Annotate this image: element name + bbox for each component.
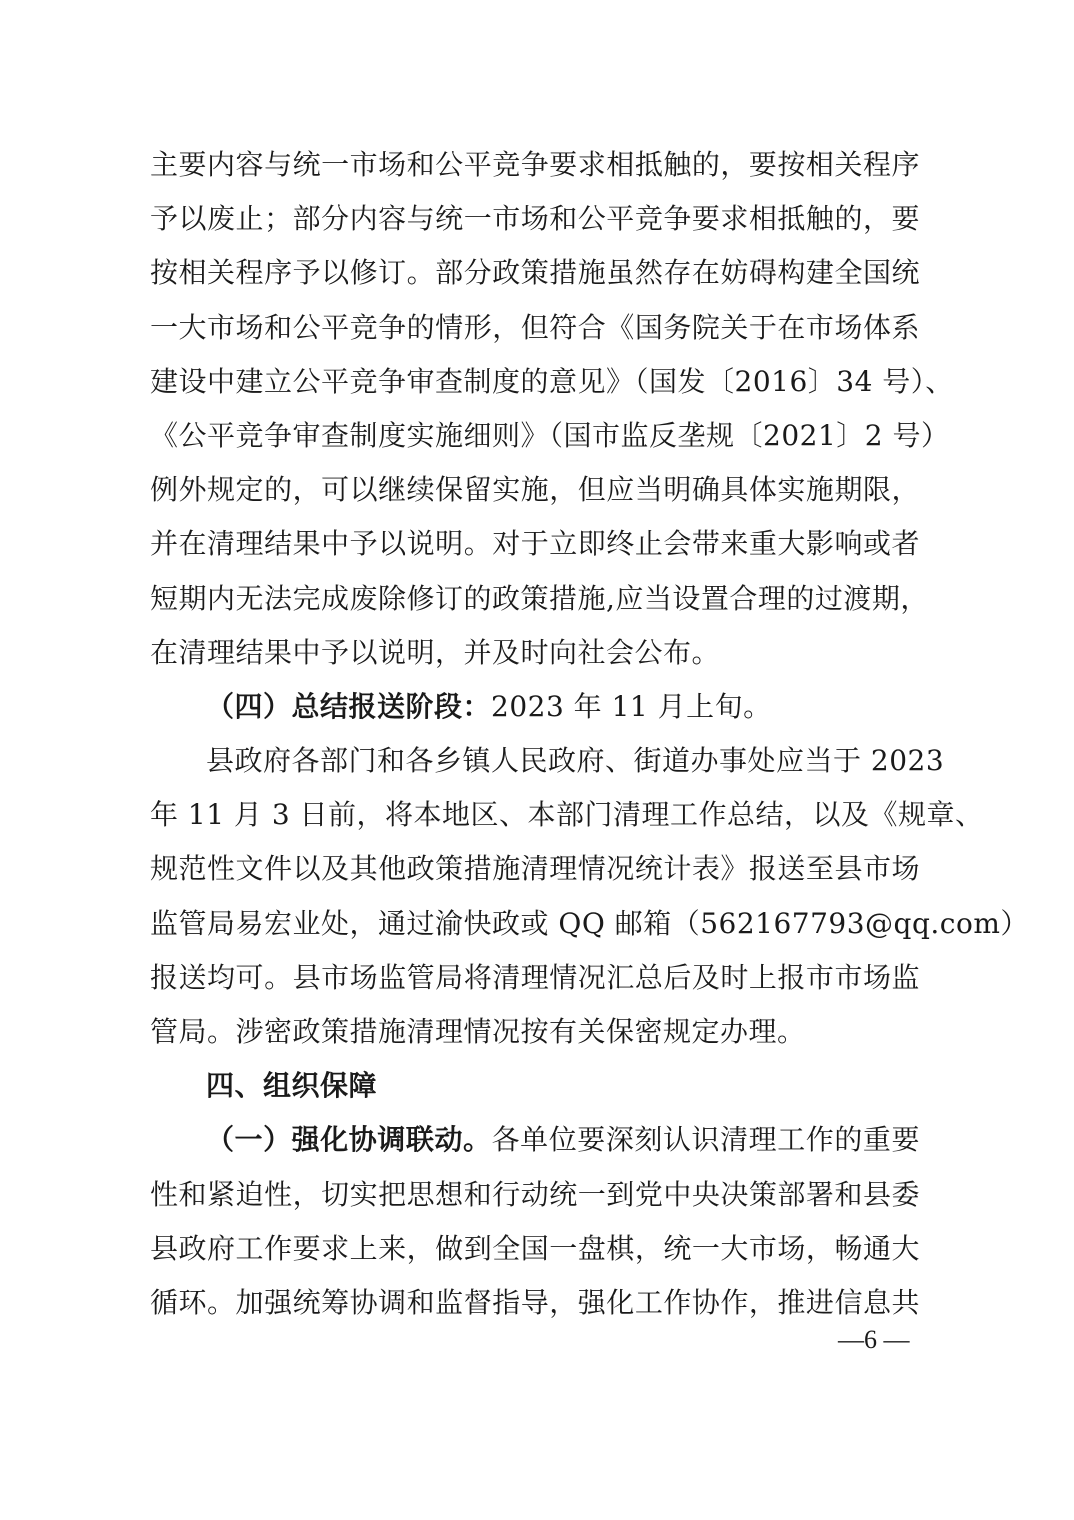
- section4-title: 四、组织保障: [206, 1069, 378, 1103]
- body-line-9: 短期内无法完成废除修订的政策措施,应当设置合理的过渡期，: [150, 581, 929, 615]
- stage4-heading: （四）总结报送阶段：: [206, 689, 492, 723]
- body-line-7: 例外规定的，可以继续保留实施，但应当明确具体实施期限，: [150, 473, 920, 507]
- document-body: [150, 138, 1029, 1330]
- body-line-10: 在清理结果中予以说明，并及时向社会公布。: [150, 635, 721, 669]
- sub1-line-4: 循环。加强统筹协调和监督指导，强化工作协作，推进信息共: [150, 1285, 920, 1319]
- para2-line-3: 规范性文件以及其他政策措施清理情况统计表》报送至县市场: [150, 852, 920, 886]
- body-line-2: 予以废止；部分内容与统一市场和公平竞争要求相抵触的，要: [150, 202, 920, 236]
- para2-line-5: 报送均可。县市场监管局将清理情况汇总后及时上报市市场监: [150, 960, 920, 994]
- stage4-line: [150, 680, 920, 734]
- stage4-date: 2023 年 11 月上旬。: [491, 689, 772, 723]
- sub1-line-3: 县政府工作要求上来，做到全国一盘棋，统一大市场，畅通大: [150, 1231, 920, 1265]
- page-number: —6 —: [838, 1325, 910, 1354]
- sub1-first-rest: 各单位要深刻认识清理工作的重要: [491, 1123, 920, 1157]
- para2-line-6: 管局。涉密政策措施清理情况按有关保密规定办理。: [150, 1015, 806, 1048]
- sub1-line-1: [150, 1113, 920, 1167]
- para2-line-4: 监管局易宏业处，通过渝快政或 QQ 邮箱（562167793@qq.com）: [150, 906, 1029, 940]
- body-line-6: 《公平竞争审查制度实施细则》（国市监反垄规〔2021〕2 号）: [150, 418, 950, 452]
- para2-line-2: 年 11 月 3 日前，将本地区、本部门清理工作总结，以及《规章、: [150, 798, 984, 832]
- body-line-4: 一大市场和公平竞争的情形，但符合《国务院关于在市场体系: [150, 310, 920, 344]
- body-line-8: 并在清理结果中予以说明。对于立即终止会带来重大影响或者: [150, 527, 920, 561]
- body-line-3: 按相关程序予以修订。部分政策措施虽然存在妨碍构建全国统: [150, 256, 920, 290]
- sub1-line-2: 性和紧迫性，切实把思想和行动统一到党中央决策部署和县委: [150, 1177, 920, 1211]
- sub1-heading: （一）强化协调联动。: [206, 1123, 492, 1157]
- body-line-1: 主要内容与统一市场和公平竞争要求相抵触的，要按相关程序: [150, 148, 920, 181]
- para2-line-1: 县政府各部门和各乡镇人民政府、街道办事处应当于 2023: [206, 744, 945, 778]
- body-line-5: 建设中建立公平竞争审查制度的意见》（国发〔2016〕34 号）、: [150, 364, 954, 398]
